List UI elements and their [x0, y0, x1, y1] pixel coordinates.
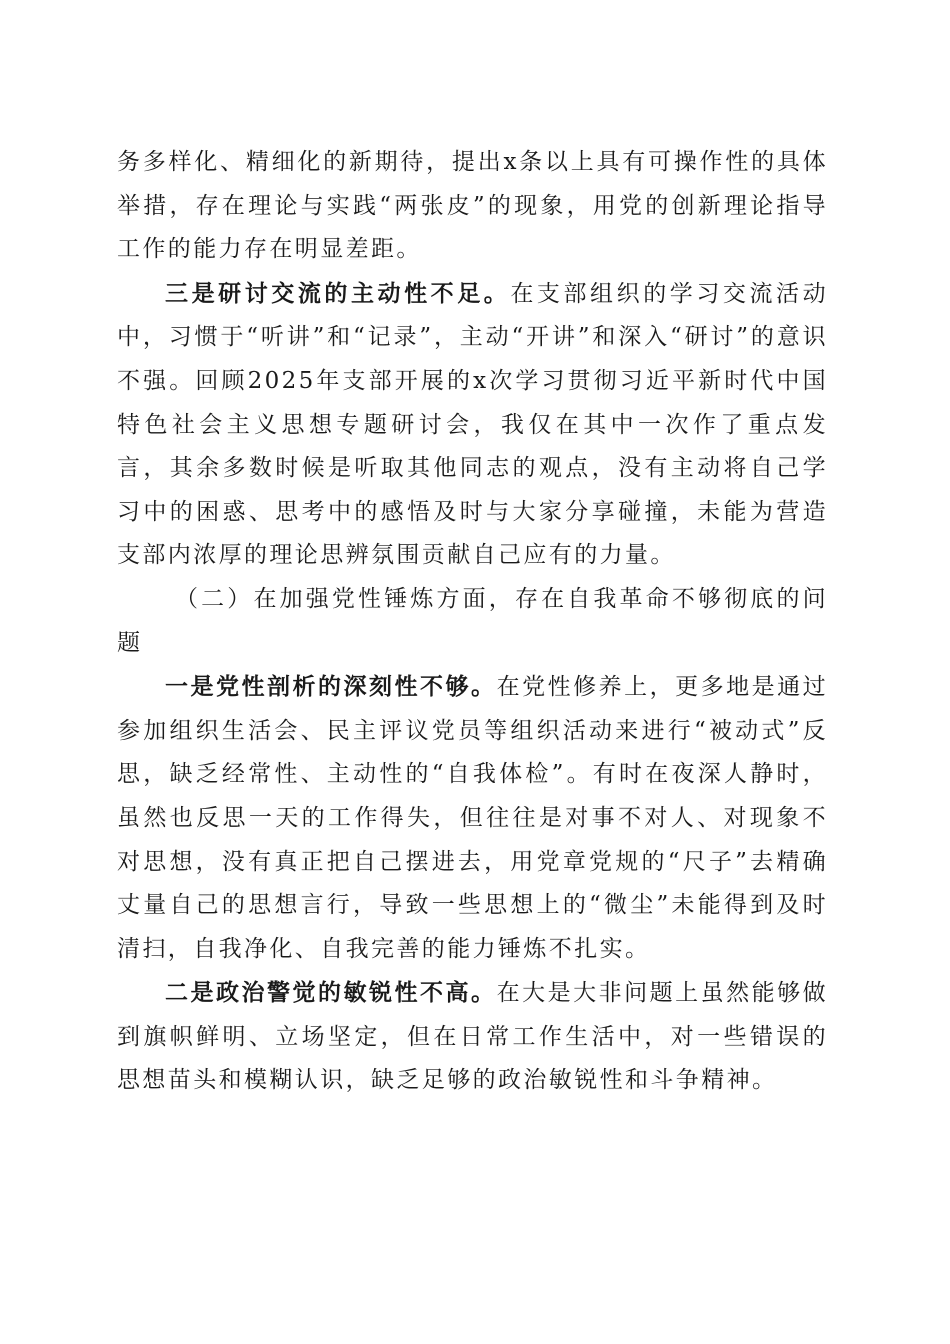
section-heading	[117, 578, 828, 665]
document-body	[117, 141, 828, 1103]
section-heading-text: （二）在加强党性锤炼方面，存在自我革命不够彻底的问题	[117, 585, 828, 656]
paragraph-lead: 一是党性剖析的深刻性不够。	[165, 673, 497, 701]
paragraph-text: 在大是大非问题上虽然能够做到旗帜鲜明、立场坚定，但在日常工作生活中，对一些错误的思想苗头和模糊认识，缺乏足够的政治敏锐性和斗争精神。	[117, 980, 829, 1094]
paragraph-text: 务多样化、精细化的新期待，提出x条以上具有可操作性的具体举措，存在理论与实践“两张皮”的现象，用党的创新理论指导工作的能力存在明显差距。	[117, 149, 828, 263]
paragraph-text: 在支部组织的学习交流活动中，习惯于“听讲”和“记录”，主动“开讲”和深入“研讨”的意识不强。回顾2025年支部开展的x次学习贯彻习近平新时代中国特色社会主义思想专题研讨会，我仅在其中一次作了重点发言，其余多数时候是听取其他同志的观点，没有主动将自己学习中的困惑、思考中的感悟及时与大家分享碰撞，未能为营造支部内浓厚的理论思辨氛围贡献自己应有的力量。	[117, 280, 828, 569]
paragraph-text: 在党性修养上，更多地是通过参加组织生活会、民主评议党员等组织活动来进行“被动式”反思，缺乏经常性、主动性的“自我体检”。有时在夜深人静时，虽然也反思一天的工作得失，但往往是对事不对人、对现象不对思想，没有真正把自己摆进去，用党章党规的“尺子”去精确丈量自己的思想言行，导致一些思想上的“微尘”未能得到及时清扫，自我净化、自我完善的能力锤炼不扎实。	[117, 674, 829, 962]
paragraph-lead: 二是政治警觉的敏锐性不高。	[165, 979, 497, 1007]
paragraph-point-two	[117, 971, 828, 1103]
paragraph-point-three	[117, 272, 828, 578]
paragraph-point-one	[117, 665, 828, 971]
paragraph-continuation	[117, 141, 828, 272]
paragraph-lead: 三是研讨交流的主动性不足。	[165, 279, 511, 307]
